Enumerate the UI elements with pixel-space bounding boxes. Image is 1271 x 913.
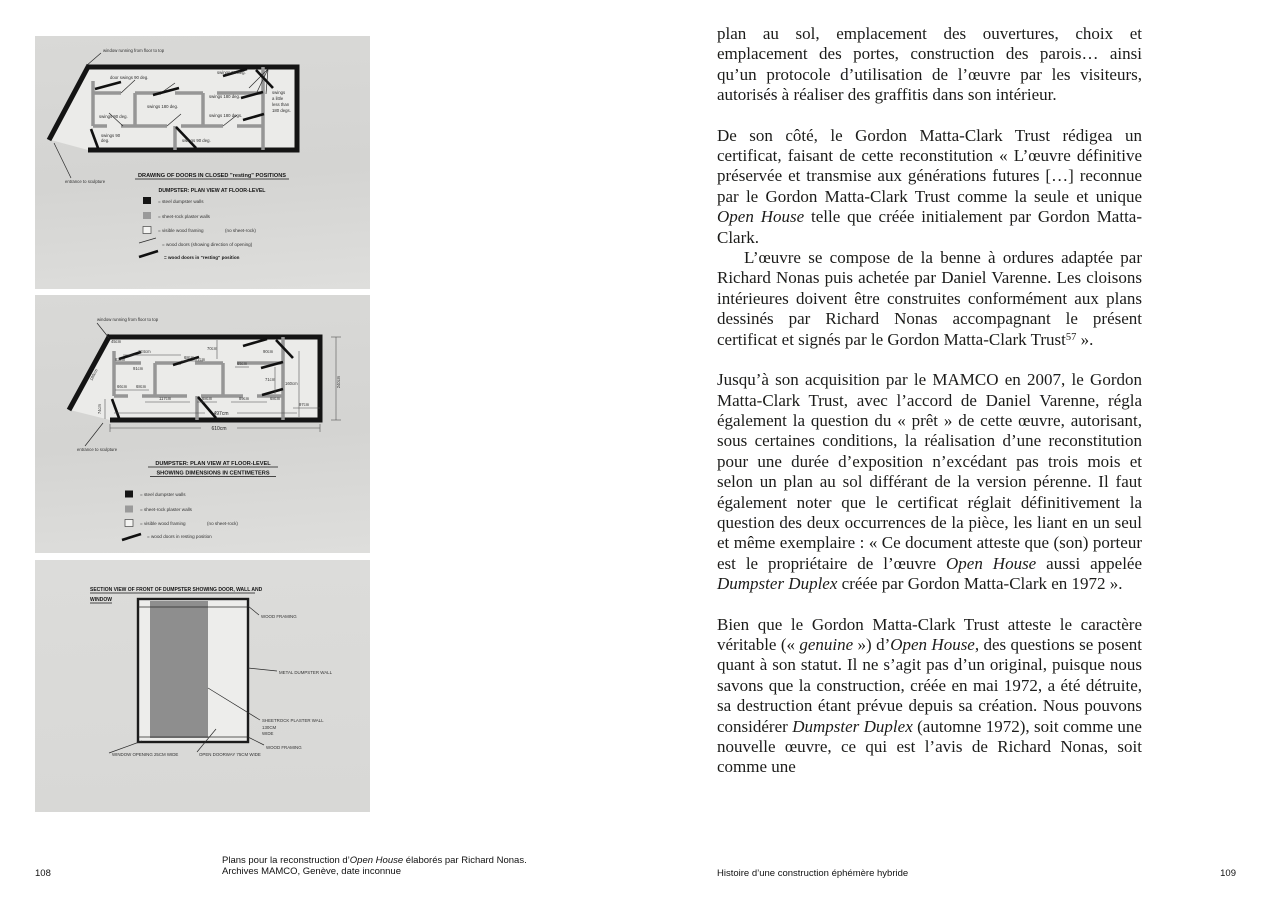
doorway-label: OPEN DOORWAY 75CM WIDE [199,752,261,757]
legend-swatch-wood [125,520,133,527]
figure2-title-block [148,461,278,477]
entrance-label: entrance to sculpture [77,447,118,452]
paragraph: Bien que le Gordon Matta-Clark Trust atteste le caractère véritable (« genuine ») d’Open House, des questions se posent quant à son statut. Il ne s’agit pas d’un original, puisque nous savons que la construction, créée en mai 1972, a été détruite, sa destruction étant prévue depuis sa création. Nous pouvons considérer Dumpster Duplex (automne 1972), soit comme une nouvelle œuvre, ce qui est l’avis de Richard Nonas, soit comme une [717,614,1142,777]
wood-framing-bottom-label: WOOD FRAMING [266,745,302,750]
figure2-legend [122,491,238,541]
swings-fan-label-1: swings [272,90,286,95]
dim-89: 89cm [239,396,250,401]
plan-dimensions-svg [35,295,370,553]
dim-68a: 68cm [184,355,195,360]
dim-66: 66cm [117,384,128,389]
swings-90-bottomleft-label-1: swings 90 [101,133,121,138]
dim-74: 74cm [97,403,102,415]
wood-framing-top-label: WOOD FRAMING [261,614,297,619]
dim-70: 70cm [207,346,218,351]
legend-item: = wood doors in "resting" position [164,255,240,260]
figure1-title: DRAWING OF DOORS IN CLOSED "resting" POSITIONS [138,173,286,179]
window-label: window running from floor to top [103,48,165,53]
sheetrock-label-2: 130CM [262,725,277,730]
swings-90-bottom-label: swings 90 deg. [182,138,211,143]
swings-fan-label-3: less than [272,102,290,107]
figure-plan-doors-resting [35,36,370,289]
dim-91: 91cm [133,366,144,371]
legend-swatch-sheetrock [125,506,133,513]
legend-swatch-sheetrock [143,212,151,219]
figure2-title-1: DUMPSTER: PLAN VIEW AT FLOOR-LEVEL [155,461,271,467]
legend-item: = steel dumpster walls [158,199,204,204]
swings-90-left-label: swings 90 deg. [99,114,128,119]
swings-fan-label-4: 180 degs. [272,108,291,113]
figure-section-view [35,560,370,812]
dim-71: 71cm [265,377,276,382]
figure-caption [222,856,527,877]
dim-65: 65cm [237,361,248,366]
legend-item: = wood doors (showing direction of opening) [162,242,253,247]
dim-117: 117cm [159,396,172,401]
dim-160: 160cm [285,381,298,386]
legend-item-note: (no sheet-rock) [207,521,238,526]
dim-124: 124cm [138,349,151,354]
legend-item: = sheet-rock plaster walls [140,507,192,512]
caption-line-1: Plans pour la reconstruction d’Open House élaborés par Richard Nonas. [222,855,527,866]
legend-swatch-thin-door [139,238,156,243]
sheetrock-wall-fill [150,601,208,738]
dim-63: 63cm [115,357,126,362]
sheetrock-label-3: WIDE [262,731,274,736]
running-title: Histoire d’une construction éphémère hybride [717,868,909,879]
paragraph: De son côté, le Gordon Matta-Clark Trust rédigea un certificat, faisant de cette reconstitution « L’œuvre définitive préservée et transmise aux générations futures […] reconnue par le Gordon Matta-Clark Trust comme la seule et unique Open House telle que créée initialement par Gordon Matta-Clark. [717,125,1143,247]
dim-68b: 68cm [136,384,147,389]
legend-swatch-thick-door [139,251,158,257]
dim-90: 90cm [263,349,274,354]
section-drawing [138,599,248,742]
dim-240: 240cm [336,375,341,389]
caption-line-2: Archives MAMCO, Genève, date inconnue [222,865,402,877]
paragraph: plan au sol, emplacement des ouvertures, choix et emplacement des portes, construction des parois… ainsi qu’un protocole d’utilisation de l’œuvre par les visiteurs, autorisés à réaliser des graffitis dans son intérieur. [717,24,1142,105]
swings-180-mid-label: swings 180 deg. [147,104,179,109]
body-text-column [717,24,1142,778]
paragraph: Jusqu’à son acquisition par le MAMCO en 2007, le Gordon Matta-Clark Trust, avec l’accord de Daniel Varenne, régla également la question du « prêt » de cette œuvre, autorisant, sous certaines conditions, la réalisation d’une reconstitution pour une durée d’exposition n’excédant pas trois mois et selon un plan au sol différant de la version pérenne. Il faut également noter que le certificat réglait définitivement la question des deux occurrences de la pièce, les liant en un seul et même exemplaire : « Ce document atteste que (son) porteur est le propriétaire de l’œuvre Open House aussi appelée Dumpster Duplex créée par Gordon Matta-Clark en 1972 ». [717,370,1143,594]
section-view-svg [35,560,370,812]
sheetrock-label-1: SHEETROCK PLASTER WALL [262,718,324,723]
figure3-title-2: WINDOW [90,597,112,603]
page-number-left: 108 [35,868,51,879]
figure2-title-2: SHOWING DIMENSIONS IN CENTIMETERS [156,470,270,477]
dim-45: 45cm [111,339,122,344]
figure1-title-block [135,173,289,194]
legend-swatch-thick-door [122,534,141,540]
legend-item: = wood doors in resting position [147,534,212,539]
dim-610: 610cm [211,426,227,432]
legend-swatch-wood [143,227,151,234]
legend-item: = visible wood framing [140,521,186,526]
page-number-right: 109 [1220,868,1236,879]
metal-wall-label: METAL DUMPSTER WALL [279,670,333,675]
figure-plan-dimensions [35,295,370,553]
window-label: window running from floor to top [97,317,159,322]
swings-180-right-label-a: swings 180 deg. [209,94,241,99]
legend-swatch-steel [143,197,151,204]
dim-186: 186cm [88,368,99,382]
paragraph: L’œuvre se compose de la benne à ordures adaptée par Richard Nonas puis achetée par Daniel Varenne. Les cloisons intérieures doivent être construites conformément aux plans dessinés par Richard Nonas accompagnant le présent certificat et signés par le Gordon Matta-Clark Trust$^{57}$ ». [717,248,1142,349]
swings-180-right-label-b: swings 180 degs. [209,113,243,118]
figure3-title-1: SECTION VIEW OF FRONT OF DUMPSTER SHOWING DOOR, WALL AND [90,587,263,593]
legend-item-note: (no sheet-rock) [225,228,256,233]
figure1-subtitle: DUMPSTER: PLAN VIEW AT FLOOR-LEVEL [158,188,266,194]
swings-90-bottomleft-label-2: deg. [101,138,110,143]
legend-item: = sheet-rock plaster walls [158,214,210,219]
window-opening-label: WINDOW OPENING 25CM WIDE [112,752,179,757]
plan-doors-svg [35,36,370,289]
figure1-legend [139,197,256,260]
legend-swatch-steel [125,491,133,498]
legend-item: = visible wood framing [158,228,204,233]
dim-97: 97cm [299,402,310,407]
dim-497: 497cm [213,411,229,417]
dim-68c: 68cm [202,396,213,401]
door-swings-label: door swings 90 deg. [110,75,149,80]
swings-fan-label-2: a little [272,96,284,101]
dim-68d: 68cm [270,396,281,401]
dim-77: 77cm [195,357,206,362]
swings-90-top-label: swings 90 deg. [217,70,246,75]
entrance-label: entrance to sculpture [65,179,106,184]
legend-item: = steel dumpster walls [140,492,186,497]
